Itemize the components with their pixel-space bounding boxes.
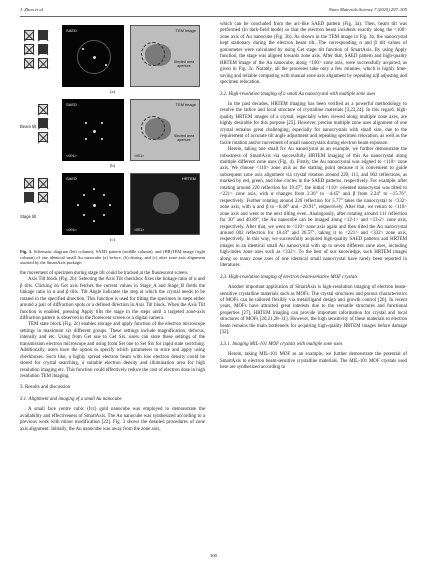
section-heading-3-1: 3.1. Alignment and imaging of a small Au nanocube xyxy=(20,396,122,402)
saed-label: SAED xyxy=(66,176,77,181)
tem-label: TEM image xyxy=(175,28,196,33)
figure-3 xyxy=(20,22,205,247)
paragraph: TEM state block (Fig. 2c) enables storage and apply function of the electron microscope settings in maximum six different groups. These settings include magnification, defocus, intensity and etc. Using from Get one to Get Six, users can store these settings of the transmission electron microscope and using from Set one to Set Six for rapid state switching. Additionally, users have the option to specify which parameters to store and apply using checkboxes. Such like, a highly spread electron beam with low electron density could be stored for crystal searching, a suitable electron density and illumination area for high resolution imaging etc. This function could effectively reduce the cost of electron dose in high resolution TEM imaging. xyxy=(20,322,205,380)
crystal-cube-icon xyxy=(24,58,34,68)
saed-label: SAED xyxy=(66,28,77,33)
crystal-cube-icon xyxy=(24,30,34,40)
header-rule xyxy=(20,16,407,17)
crystal-cube-icon xyxy=(38,192,48,202)
section-heading-3-3: 3.3. High-resolution imaging of electron beam-sensitive MOF crystals xyxy=(220,274,358,280)
stage-tilt-label: Stage tilt xyxy=(20,214,37,219)
zone-axis-tag: <001> xyxy=(134,154,145,158)
paragraph: the movement of specimen during stage tilt could be tracked at the fluorescent screen. xyxy=(20,270,189,276)
right-column xyxy=(220,22,407,372)
nanocube-lattice-image xyxy=(153,192,179,214)
paragraph: Herein, taking one small fcc Au nanocrystal as an example, we further demonstrate the robustness of SmartAxis via successfully HRTEM imaging of this Au nanocrystal along multiple different zone axes (Fig. 4). Firstly, the Au nanocrystal was aligned to <110> zone axis. We choose <110> zone axis as the starting point because it is convenient to guide subsequent zone axis alignment via crystal rotation around 220, 111, and 002 reflections, as marked by red, green, and blue circles in the SAED patterns, respectively. For example, after rotating around 220 reflection for 19.47°, the initial <110> oriented nanocrystal was tilted to <221> zone axis, with α changes from 2.36° to −4.45° and β from 2.24° to −15.76°, respectively. Further rotating around 220 reflection for 5.77° takes the nanocrystal to <332> zone axis, with α and β to −6.40° and −20.91°, respectively. After that, we return to <110> zone axis and went to the next tilting even. Analogously, after rotating around 111 reflection for 30° and 40.89°, the Au nanocube can be imaged along <12-1> and <13-2> zone axis, respectively. After that, we went to <110> zone axis again and then tilted the Au nanocrystal around 002 reflection for 18.43° and 26.57°, taking it to <221> and <332> zone axis, respectively. In this way, we successfully acquired high-quality SAED patterns and HRTEM images in an identical small Au nanocrystal with up to seven different zone axes, including high-index zone axes such as <332>. To the best of our knowledge, such HRTEM images along so many zone axes of one identical small nanocrystal have rarely been reported in literatures. xyxy=(220,147,407,269)
diffraction-spot xyxy=(83,194,85,196)
crystal-cube-icon xyxy=(24,44,34,54)
diffraction-spot xyxy=(93,204,96,207)
header-journal: Nano Materials Science 7 (2025) 297–305 xyxy=(328,7,407,12)
beam-tilt-label: Beam tilt xyxy=(20,124,37,129)
hrtem-image-c xyxy=(130,173,200,235)
caption-text: Schematic diagram (left column), SAED pattern (middle column), and (HR)TEM image (right column) of one identical small Au nanocube (a) before, (b) during, and (c) after zone axis alignment assisted by the SmartAxis package. xyxy=(20,249,205,266)
aperture-label: Slected area aperture xyxy=(173,134,195,143)
section-heading-3: 3. Results and discussion xyxy=(20,385,71,391)
diffraction-spot xyxy=(103,214,105,216)
diffraction-spot xyxy=(85,138,87,140)
panel-c xyxy=(20,170,205,240)
paragraph: In the past decades, HRTEM imaging has been verified as a powerful methodology to resolve the lattice and local structure of crystalline materials [3,23,24]. In this regard, high-quality HRTEM images of a crystal, especially when viewed along multiple zone axes, are highly desirable for this purpose [25]. However, precise multiple zone axes alignment of one crystal remains great challenging, especially for nanocrystals with small size, due to the requirement of accurate tilt angle adjustment and repeating specimen relocation, as well as the facile rotation and/or movement of small nanocrystals during electron beam exposure. xyxy=(220,101,407,146)
paragraph: Axis Tilt block (Fig. 2b): Selecting the Axis Tilt checkbox fixes the linkage ratio of α and β tilts. Clicking on Get axis fetches the current values in Stage_A and Stage_B fields the linkage ratio in α and β tilts. Tilt Angle indicates the step at which the crystal needs to be rotated in the specified direction. This function is used for tilting the specimen in steps either around a pair of diffraction spots or a defined direction in Axis Tilt block. When the Axis Tilt function is enabled, pressing Apply tilts the stage in the steps until a targeted zone-axis diffraction pattern is observed in the florescent screen or a digital camera. xyxy=(20,277,205,321)
section-heading-3-3-1: 3.3.1. Imaging MIL-101 MOF crystals with multiple zone axes xyxy=(220,341,343,347)
diffraction-spot xyxy=(93,56,96,59)
crystal-cube-icon xyxy=(38,118,48,128)
diffraction-spot xyxy=(82,48,84,50)
crystal-cube-icon xyxy=(38,58,48,68)
diffraction-spot xyxy=(109,204,111,206)
diffraction-spot xyxy=(77,204,79,206)
diffraction-spot xyxy=(93,220,95,222)
left-body xyxy=(20,271,205,381)
aperture-circle xyxy=(141,42,165,66)
panel-b xyxy=(20,96,205,166)
panel-label-c: (c) xyxy=(109,237,116,242)
crystal-cube-icon xyxy=(24,178,34,188)
paragraph: Herein, taking MIL-101 MOF as an example, we further demonstrate the potential of SmartAxis to electron beam-sensitive crystalline materials. The MIL-101 MOF crystals used here are synthesized according to xyxy=(220,352,407,371)
diffraction-spot xyxy=(105,64,107,66)
paragraph: which can be concluded from the arc-like SAED pattern (Fig. 3a). Then, beam tilt was performed (in dark-field mode) so that the electron beam incidents exactly along the <100> zone axis of Au nanocube (Fig. 3b). As shown in the TEM image in Fig. 3b, the nanocrystal kept stationary during the electron beam tilt. The corresponding α and β tilt values of goniometer were calculated by using Get stage tilt function of SmartAxis. By using Apply function, the stage was aligned towards zone axis. After that, SAED pattern and high-quality HRTEM image of the Au nanocube, along <100> zone axis, were successfully acquired, as given in Fig. 3c. Notably, all the processes take only a few minutes, which is highly time-saving and reliable comparing with manual zone axis alignment by repeating α/β adjusting and specimen relocation. xyxy=(220,22,407,86)
aperture-circle xyxy=(141,116,165,140)
zone-axis-tag: <001> xyxy=(134,228,145,232)
paragraph: Another important application of SmartAxis is high-resolution imaging of electron beam-sensitive crystalline materials such as MOFs. The crystal structures and porous characteristics of MOFs can be tailored flexibly via metal/ligand design and growth control [26]. In recent years, MOFs have attracted great interests due to the versatile structures and functional properties [27]. HRTEM imaging can provide important information for crystal and local structures of MOFs [20,21,28–31]. However, the high sensitivity of these materials to electron beam remains the main bottleneck for acquiring high-quality HRTEM images before damage [32]. xyxy=(220,285,407,336)
crystal-cube-icon xyxy=(38,178,48,188)
diffraction-spot xyxy=(103,194,105,196)
section-heading-3-2: 3.2. High-resolution imaging of a small Au nanocrystal with multiple zone axes xyxy=(220,91,376,97)
header-authors: J. Zhou et al. xyxy=(20,7,45,12)
tem-image-a xyxy=(130,25,200,87)
paragraph: A small face centre cubic (fcc) gold nanocube was employed to demonstrate the availability and effectiveness of SmartAxis. The Au nanocube was synthesized according to a previous work with minor modification [22]. Fig. 3 shows the detailed procedures of zone axis alignment. Initially, the Au nanocube was away from the zone axis, xyxy=(20,407,205,432)
diffraction-spot xyxy=(93,130,96,133)
schematic-stage-b xyxy=(20,100,54,160)
zone-axis-tag: <001> xyxy=(66,228,77,232)
diffraction-spot xyxy=(85,122,87,124)
panel-label-a: (a) xyxy=(109,89,116,94)
saed-label: SAED xyxy=(66,102,77,107)
zone-axis-tag: <001> xyxy=(66,154,77,158)
diffraction-spot xyxy=(83,214,85,216)
saed-pattern-b xyxy=(62,99,124,161)
panel-a xyxy=(20,22,205,92)
crystal-cube-icon xyxy=(38,132,48,142)
saed-pattern-a xyxy=(62,25,124,87)
tem-label: TEM image xyxy=(175,102,196,107)
diffraction-spot xyxy=(101,122,103,124)
aperture-label: Slected area aperture xyxy=(173,60,195,69)
saed-pattern-c xyxy=(62,173,124,235)
diffraction-spot xyxy=(93,188,95,190)
schematic-stage-c xyxy=(20,174,54,234)
left-column xyxy=(20,22,205,433)
crystal-cube-icon xyxy=(38,104,48,114)
diffraction-spot xyxy=(101,138,103,140)
crystal-cube-icon xyxy=(38,44,48,54)
caption-lead: Fig. 3. xyxy=(20,249,33,254)
crystal-cube-icon xyxy=(38,30,48,40)
panel-label-b: (b) xyxy=(109,163,116,168)
schematic-stage-a xyxy=(20,26,54,86)
figure-caption xyxy=(20,249,205,266)
hrtem-label: HRTEM xyxy=(181,176,196,181)
crystal-cube-icon xyxy=(24,192,34,202)
tem-image-b xyxy=(130,99,200,161)
page-number: 300 xyxy=(210,553,217,558)
